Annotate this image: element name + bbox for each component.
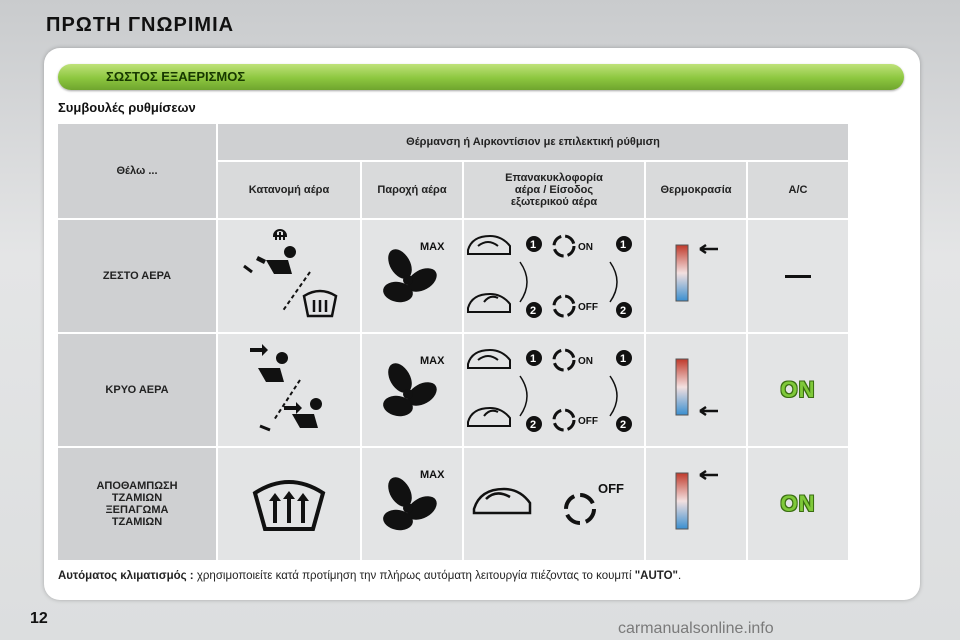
recirculation-cell bbox=[464, 448, 644, 560]
page-title: ΠΡΩΤΗ ΓΝΩΡΙΜΙΑ bbox=[46, 14, 235, 36]
temperature-hot-icon bbox=[666, 231, 726, 321]
fan-max-icon bbox=[372, 350, 452, 430]
row-label-defrost-text: ΑΠΟΘΑΜΠΩΣΗ ΤΖΑΜΙΩΝ ΞΕΠΑΓΩΜΑ ΤΖΑΜΙΩΝ bbox=[96, 480, 178, 528]
ac-on-label: ON bbox=[780, 491, 816, 516]
seat-defrost-icon bbox=[234, 226, 344, 326]
step-2-label: 2 bbox=[530, 419, 537, 431]
ac-cell-cold bbox=[748, 334, 848, 446]
group-header: Θέρμανση ή Αιρκοντίσιον με επιλεκτική ρύθμιση bbox=[218, 124, 848, 160]
step-1-label: 1 bbox=[530, 239, 537, 251]
windscreen-defrost-icon bbox=[249, 469, 329, 539]
footer-label: Αυτόματος κλιματισμός : bbox=[58, 570, 194, 582]
col-header-ac: A/C bbox=[748, 162, 848, 218]
step-1b-label: 1 bbox=[620, 239, 627, 251]
section-header-label: ΣΩΣΤΟΣ ΕΞΑΕΡΙΣΜΟΣ bbox=[106, 69, 246, 84]
row-label-hot: ΖΕΣΤΟ ΑΕΡΑ bbox=[58, 220, 216, 332]
footer-note bbox=[58, 570, 681, 582]
temperature-cell bbox=[646, 334, 746, 446]
col-header-recirculation bbox=[464, 162, 644, 218]
recirc-off-label: OFF bbox=[598, 481, 624, 496]
fan-max-label: MAX bbox=[420, 469, 445, 481]
ac-off-dash bbox=[785, 275, 811, 278]
step-2b-label: 2 bbox=[620, 305, 627, 317]
settings-table bbox=[56, 122, 850, 562]
air-flow-cell bbox=[362, 448, 462, 560]
recirculation-steps-icon bbox=[464, 340, 644, 440]
step-1b-label: 1 bbox=[620, 353, 627, 365]
fan-max-label: MAX bbox=[420, 241, 445, 253]
col-header-temperature: Θερμοκρασία bbox=[646, 162, 746, 218]
recirc-off-label: OFF bbox=[578, 302, 598, 313]
air-flow-cell bbox=[362, 334, 462, 446]
footer-button-name: "AUTO" bbox=[634, 570, 678, 582]
row-label-defrost bbox=[58, 448, 216, 560]
recirculation-off-icon bbox=[464, 469, 644, 539]
col-header-distribution: Κατανομή αέρα bbox=[218, 162, 360, 218]
temperature-cold-icon bbox=[666, 345, 726, 435]
temperature-cell bbox=[646, 220, 746, 332]
step-2-label: 2 bbox=[530, 305, 537, 317]
footer-text: χρησιμοποιείτε κατά προτίμηση την πλήρως αυτόματη λειτουργία πιέζοντας το κουμπί bbox=[193, 570, 635, 582]
recirculation-steps-icon bbox=[464, 226, 644, 326]
fan-max-icon bbox=[372, 464, 452, 544]
fan-max-label: MAX bbox=[420, 355, 445, 367]
col-header-recirculation-text: Επανακυκλοφορία αέρα / Είσοδος εξωτερικού αέρα bbox=[505, 172, 603, 208]
recirc-off-label: OFF bbox=[578, 416, 598, 427]
temperature-hot-icon bbox=[666, 459, 726, 549]
want-header: Θέλω ... bbox=[58, 124, 216, 218]
seat-face-feet-icon bbox=[234, 340, 344, 440]
step-1-label: 1 bbox=[530, 353, 537, 365]
air-flow-cell bbox=[362, 220, 462, 332]
section-header bbox=[58, 64, 904, 90]
step-2b-label: 2 bbox=[620, 419, 627, 431]
footer-end: . bbox=[677, 570, 682, 582]
ac-cell-defrost bbox=[748, 448, 848, 560]
recirculation-cell bbox=[464, 220, 644, 332]
recirc-on-label: ON bbox=[578, 356, 593, 367]
col-header-flow: Παροχή αέρα bbox=[362, 162, 462, 218]
temperature-cell bbox=[646, 448, 746, 560]
watermark: carmanualsonline.info bbox=[618, 620, 774, 637]
ac-cell-hot bbox=[748, 220, 848, 332]
page-number: 12 bbox=[30, 610, 48, 627]
ac-on-label: ON bbox=[780, 377, 816, 402]
air-distribution-cell bbox=[218, 220, 360, 332]
air-distribution-cell bbox=[218, 448, 360, 560]
fan-max-icon bbox=[372, 236, 452, 316]
row-label-cold: ΚΡΥΟ ΑΕΡΑ bbox=[58, 334, 216, 446]
recirculation-cell bbox=[464, 334, 644, 446]
air-distribution-cell bbox=[218, 334, 360, 446]
section-subtitle: Συμβουλές ρυθμίσεων bbox=[58, 100, 196, 115]
recirc-on-label: ON bbox=[578, 242, 593, 253]
